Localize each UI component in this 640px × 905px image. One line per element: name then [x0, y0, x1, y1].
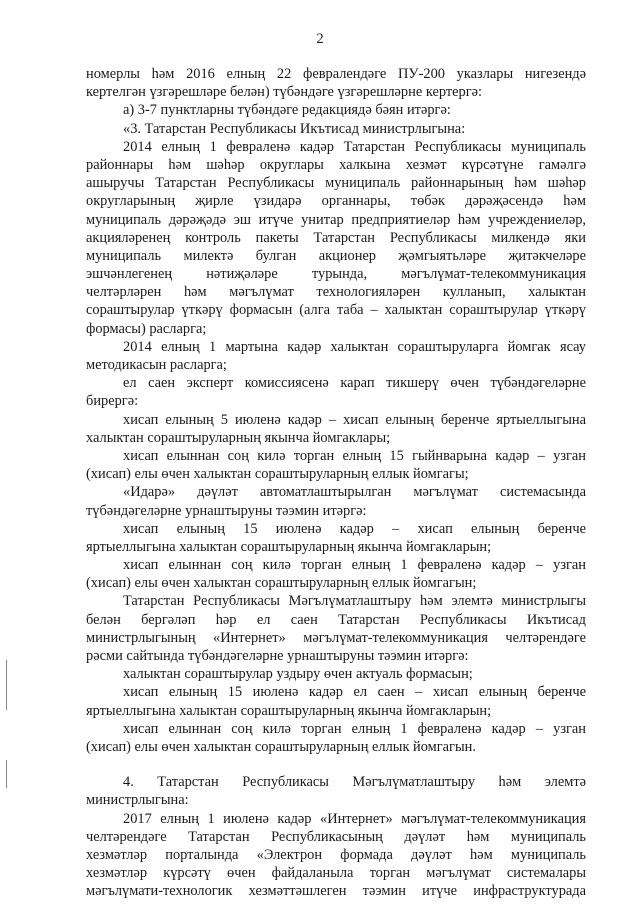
text-line: муниципаль милектә булган акционер җәмгыятьләре җитәкчеләре — [86, 247, 586, 264]
text-line: хисап елыннан соң килә торган елның 1 февраленә кадәр – узган — [123, 720, 586, 737]
text-line: 2014 елның 1 мартына кадәр халыктан сораштыруларга йомгак ясау — [123, 338, 586, 355]
text-line: белән бергәләп һәр ел саен Татарстан Республикасы Икътисад — [86, 611, 586, 628]
page-number: 2 — [316, 31, 324, 47]
text-line: муниципаль дәрәҗәдә эш итүче унитар предприятиеләр һәм учреждениеләр, — [86, 211, 586, 228]
text-line: методикасын расларга; — [86, 357, 227, 373]
text-line: хисап елының 5 июленә кадәр – хисап елының беренче яртыеллыгына — [123, 411, 586, 428]
text-line: «3. Татарстан Республикасы Икътисад министрлыгына: — [123, 120, 466, 137]
text-line: челтәрендәге Татарстан Республикасының дәүләт һәм муниципаль — [86, 828, 586, 845]
text-line: хисап елыннан соң килә торган елның 1 февраленә кадәр – узган — [123, 557, 586, 574]
text-line: яртыеллыгына халыктан сораштыруларның якынча йомгакларын; — [86, 538, 492, 555]
text-line: халыктан сораштыруларның якынча йомгаклары; — [86, 429, 391, 446]
section-heading-line: министрлыгына: — [86, 792, 189, 809]
text-line: (хисап) елы өчен халыктан сораштыруларның еллык йомгагы; — [86, 466, 469, 483]
text-line: бирергә: — [86, 393, 139, 410]
text-line: хисап елының 15 июленә кадәр ел саен – хисап елының беренче — [123, 684, 586, 701]
text-line: а) 3-7 пунктларны түбәндәге редакциядә бәян итәргә: — [123, 102, 451, 119]
text-line: округларының җирле үзидарә органнары, төбәк дәрәҗәсендә һәм — [86, 193, 586, 210]
text-line: рәсми сайтында түбәндәгеләрне урнаштыруны тәэмин итәргә: — [86, 648, 469, 664]
text-line: 2014 елның 1 февраленә кадәр Татарстан Республикасы муниципаль — [123, 138, 586, 155]
text-line: районнары һәм шәһәр округлары халкына хезмәт күрсәтүне гамәлгә — [86, 156, 586, 173]
text-line: 2017 елның 1 июленә кадәр «Интернет» мәгълүмат-телекоммуникация — [123, 810, 586, 827]
text-line: номерлы һәм 2016 елның 22 февралендәге ПУ-200 указлары нигезендә — [86, 66, 586, 82]
text-line: Татарстан Республикасы Мәгълүматлаштыру һәм элемтә министрлыгы — [123, 593, 586, 610]
margin-scan-mark — [6, 760, 7, 788]
text-line: (хисап) елы өчен халыктан сораштыруларның еллык йомгагын. — [86, 738, 476, 755]
text-line: хисап елыннан соң килә торган елның 15 гыйнварына кадәр – узган — [123, 447, 586, 464]
paragraph-gap — [86, 756, 586, 773]
text-line: ашыручы Татарстан Республикасы муниципаль районнарының һәм шәһәр — [86, 175, 586, 192]
document-body — [86, 65, 586, 900]
text-line: формасы) расларга; — [86, 320, 207, 337]
text-line: министрлыгының «Интернет» мәгълүмат-телекоммуникация челтәрендәге — [86, 629, 586, 646]
text-line: (хисап) елы өчен халыктан сораштыруларның еллык йомгагын; — [86, 575, 477, 592]
text-line: халыктан сораштырулар уздыру өчен актуаль формасын; — [123, 666, 473, 683]
text-line: хезмәтләр күрсәтү өчен файдаланыла торган мәгълүмат системалары — [86, 865, 586, 882]
text-line: сораштырулар үткәрү формасын (алга таба – халыктан сораштырулар үткәрү — [86, 302, 586, 319]
text-line: челтәрләрен һәм мәгълүмат технологияләрен кулланып, халыктан — [86, 284, 586, 301]
text-line: түбәндәгеләрне урнаштыруны тәэмин итәргә: — [86, 502, 367, 519]
text-line: ел саен эксперт комиссиясенә карап тикшерү өчен түбәндәгеләрне — [123, 375, 586, 392]
text-line: кертелгән үзгәрешләре белән) түбәндәге үзгәрешләрне кертергә: — [86, 84, 483, 101]
text-line: эшчәнлегенең нәтиҗәләре турында, мәгълүмат-телекоммуникация — [86, 266, 586, 283]
text-line: мәгълүмати-технологик хезмәттәшлеген тәэмин итүче инфраструктурада — [86, 883, 586, 900]
text-line: акцияләренең контроль пакеты Татарстан Республикасы милкендә яки — [86, 229, 586, 246]
text-line: хезмәтләр порталында «Электрон формада дәүләт һәм муниципаль — [86, 846, 586, 863]
text-line: хисап елының 15 июленә кадәр – хисап елының беренче — [123, 520, 586, 537]
section-heading-line: 4. Татарстан Республикасы Мәгълүматлаштыру һәм элемтә — [123, 774, 586, 791]
text-line: «Идарә» дәүләт автоматлаштырылган мәгълүмат системасында — [123, 484, 586, 501]
margin-scan-mark — [6, 660, 7, 710]
text-line: яртыеллыгына халыктан сораштыруларның якынча йомгакларын; — [86, 702, 492, 719]
